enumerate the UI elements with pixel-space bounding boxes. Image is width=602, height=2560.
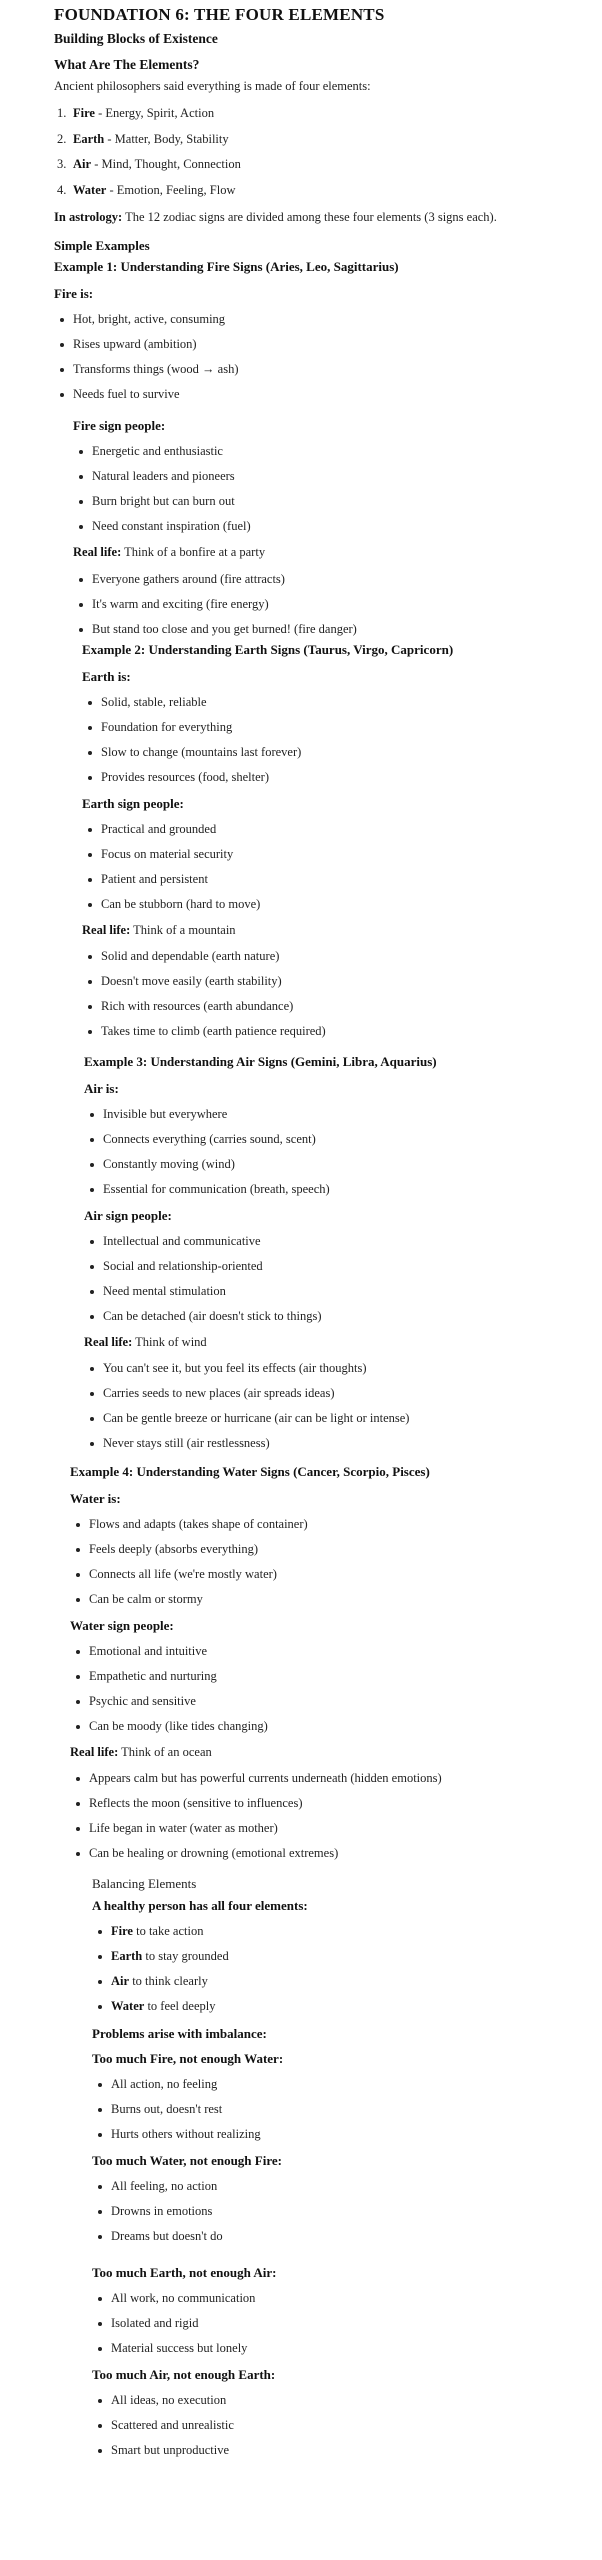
astrology-note: In astrology: The 12 zodiac signs are divided among these four elements (3 signs each).	[54, 210, 497, 224]
earth-real-life: Real life: Think of a mountain	[82, 923, 236, 937]
list-item: Essential for communication (breath, speech)	[103, 1182, 330, 1196]
list-item: Solid and dependable (earth nature)	[101, 949, 280, 963]
list-item: Can be stubborn (hard to move)	[101, 897, 261, 911]
balancing-heading: Balancing Elements	[92, 1876, 197, 1891]
list-item: Isolated and rigid	[111, 2316, 199, 2330]
list-item: All ideas, no execution	[111, 2393, 227, 2407]
earth-is-label: Earth is:	[82, 669, 131, 684]
list-item: Can be calm or stormy	[89, 1592, 203, 1606]
list-item: Social and relationship-oriented	[103, 1259, 263, 1273]
list-item: Doesn't move easily (earth stability)	[101, 974, 282, 988]
list-item: Invisible but everywhere	[103, 1107, 228, 1121]
healthy-label: A healthy person has all four elements:	[92, 1898, 308, 1913]
list-item: Smart but unproductive	[111, 2443, 230, 2457]
list-item: Scattered and unrealistic	[111, 2418, 234, 2432]
list-item: Natural leaders and pioneers	[92, 469, 235, 483]
list-item: Patient and persistent	[101, 872, 208, 886]
list-item: Reflects the moon (sensitive to influences)	[89, 1796, 303, 1810]
air-people-label: Air sign people:	[84, 1208, 172, 1223]
list-item: Provides resources (food, shelter)	[101, 770, 270, 784]
list-item: It's warm and exciting (fire energy)	[92, 597, 269, 611]
list-item: Energetic and enthusiastic	[92, 444, 223, 458]
problems-label: Problems arise with imbalance:	[92, 2026, 267, 2041]
list-item: Air to think clearly	[111, 1974, 208, 1988]
list-item: But stand too close and you get burned! (fire danger)	[92, 622, 357, 636]
list-item: Practical and grounded	[101, 822, 217, 836]
list-item: Solid, stable, reliable	[101, 695, 207, 709]
list-item: Takes time to climb (earth patience required)	[101, 1024, 326, 1038]
list-item: Focus on material security	[101, 847, 234, 861]
imbalance-label: Too much Water, not enough Fire:	[92, 2153, 282, 2168]
list-item: Burn bright but can burn out	[92, 494, 235, 508]
fire-people-label: Fire sign people:	[73, 418, 166, 433]
list-item: All feeling, no action	[111, 2179, 218, 2193]
earth-people-label: Earth sign people:	[82, 796, 184, 811]
list-item: Everyone gathers around (fire attracts)	[92, 572, 285, 586]
list-item: Life began in water (water as mother)	[89, 1821, 278, 1835]
list-item: Connects all life (we're mostly water)	[89, 1567, 277, 1581]
list-item: Can be detached (air doesn't stick to things)	[103, 1309, 322, 1323]
list-item: Needs fuel to survive	[73, 387, 180, 401]
list-item: Foundation for everything	[101, 720, 233, 734]
list-item: Transforms things (wood → ash)	[73, 362, 239, 376]
list-item: Hot, bright, active, consuming	[73, 312, 226, 326]
list-item: Burns out, doesn't rest	[111, 2102, 223, 2116]
list-item: Material success but lonely	[111, 2341, 248, 2355]
list-item: Slow to change (mountains last forever)	[101, 745, 302, 759]
list-item: Never stays still (air restlessness)	[103, 1436, 270, 1450]
element-list-item: 4. Water - Emotion, Feeling, Flow	[57, 183, 236, 197]
simple-examples-heading: Simple Examples	[54, 238, 150, 253]
fire-is-label: Fire is:	[54, 286, 94, 301]
list-item: Hurts others without realizing	[111, 2127, 261, 2141]
list-item: Need constant inspiration (fuel)	[92, 519, 251, 533]
page-title: FOUNDATION 6: THE FOUR ELEMENTS	[54, 5, 385, 24]
list-item: Constantly moving (wind)	[103, 1157, 235, 1171]
list-item: Appears calm but has powerful currents underneath (hidden emotions)	[89, 1771, 442, 1785]
fire-real-life: Real life: Think of a bonfire at a party	[73, 545, 266, 559]
fire-heading: Example 1: Understanding Fire Signs (Aries, Leo, Sagittarius)	[54, 259, 399, 274]
list-item: All action, no feeling	[111, 2077, 218, 2091]
what-text: Ancient philosophers said everything is made of four elements:	[54, 79, 371, 93]
imbalance-label: Too much Fire, not enough Water:	[92, 2051, 284, 2066]
air-heading: Example 3: Understanding Air Signs (Gemini, Libra, Aquarius)	[84, 1054, 437, 1069]
list-item: Earth to stay grounded	[111, 1949, 229, 1963]
subtitle: Building Blocks of Existence	[54, 31, 218, 46]
element-list-item: 3. Air - Mind, Thought, Connection	[57, 157, 241, 171]
list-item: Can be moody (like tides changing)	[89, 1719, 268, 1733]
list-item: Carries seeds to new places (air spreads ideas)	[103, 1386, 335, 1400]
list-item: Fire to take action	[111, 1924, 204, 1938]
air-is-label: Air is:	[84, 1081, 119, 1096]
list-item: Flows and adapts (takes shape of container)	[89, 1517, 308, 1531]
list-item: Intellectual and communicative	[103, 1234, 261, 1248]
list-item: Need mental stimulation	[103, 1284, 226, 1298]
air-real-life: Real life: Think of wind	[84, 1335, 207, 1349]
list-item: Can be healing or drowning (emotional extremes)	[89, 1846, 339, 1860]
imbalance-label: Too much Earth, not enough Air:	[92, 2265, 277, 2280]
water-heading: Example 4: Understanding Water Signs (Cancer, Scorpio, Pisces)	[70, 1464, 430, 1479]
list-item: Rises upward (ambition)	[73, 337, 197, 351]
list-item: Psychic and sensitive	[89, 1694, 196, 1708]
list-item: Rich with resources (earth abundance)	[101, 999, 294, 1013]
list-item: Drowns in emotions	[111, 2204, 213, 2218]
water-people-label: Water sign people:	[70, 1618, 174, 1633]
what-heading: What Are The Elements?	[54, 57, 200, 72]
element-list-item: 1. Fire - Energy, Spirit, Action	[57, 106, 215, 120]
imbalance-label: Too much Air, not enough Earth:	[92, 2367, 276, 2382]
list-item: Can be gentle breeze or hurricane (air can be light or intense)	[103, 1411, 410, 1425]
earth-heading: Example 2: Understanding Earth Signs (Taurus, Virgo, Capricorn)	[82, 642, 454, 657]
list-item: Feels deeply (absorbs everything)	[89, 1542, 259, 1556]
list-item: Water to feel deeply	[111, 1999, 216, 2013]
list-item: All work, no communication	[111, 2291, 256, 2305]
list-item: Connects everything (carries sound, scent)	[103, 1132, 316, 1146]
list-item: Dreams but doesn't do	[111, 2229, 223, 2243]
element-list-item: 2. Earth - Matter, Body, Stability	[57, 132, 229, 146]
list-item: You can't see it, but you feel its effects (air thoughts)	[103, 1361, 367, 1375]
water-is-label: Water is:	[70, 1491, 121, 1506]
list-item: Emotional and intuitive	[89, 1644, 208, 1658]
water-real-life: Real life: Think of an ocean	[70, 1745, 212, 1759]
list-item: Empathetic and nurturing	[89, 1669, 217, 1683]
